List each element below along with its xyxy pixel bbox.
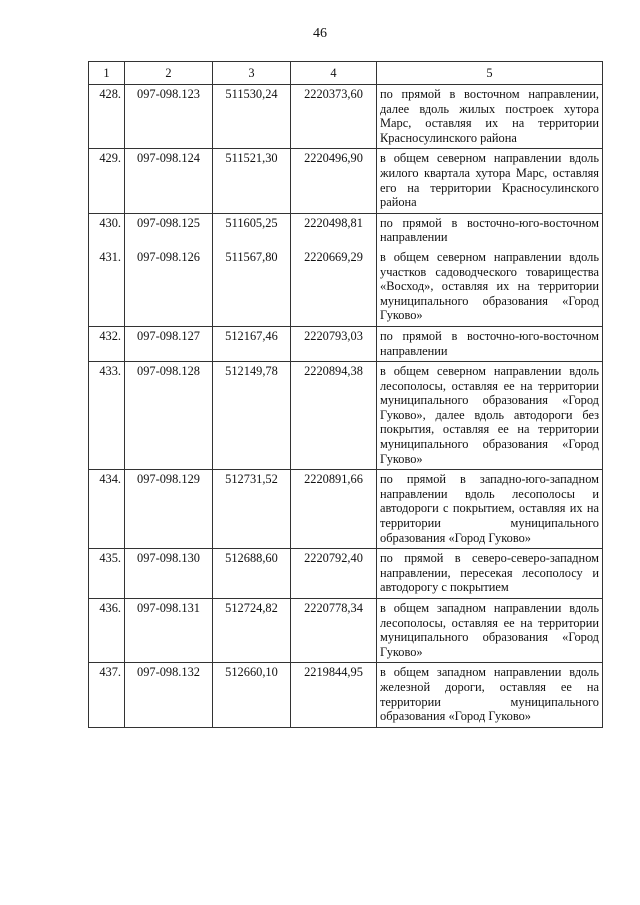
table-row — [89, 326, 603, 361]
page-number: 46 — [313, 26, 327, 41]
table-row — [89, 549, 603, 599]
point-code: 097-098.128 — [125, 362, 213, 470]
coordinate-x: 512660,10 — [213, 663, 291, 727]
coordinate-x: 511521,30 — [213, 149, 291, 213]
row-number: 436. — [89, 599, 125, 663]
table-row — [89, 85, 603, 149]
coordinate-y: 2220793,03 — [291, 326, 377, 361]
boundary-description: по прямой в западно-юго-западном направлении вдоль лесополосы и автодороги с покрытием, оставляя их на территории муниципального образования «Город Гуково» — [377, 470, 603, 549]
table-row — [89, 663, 603, 727]
coordinate-y: 2219844,95 — [291, 663, 377, 727]
row-number: 429. — [89, 149, 125, 213]
column-header: 3 — [213, 62, 291, 85]
point-code: 097-098.130 — [125, 549, 213, 599]
row-number: 430. — [89, 213, 125, 248]
row-number: 437. — [89, 663, 125, 727]
row-number: 431. — [89, 248, 125, 326]
table-row — [89, 362, 603, 470]
point-code: 097-098.126 — [125, 248, 213, 326]
column-header: 4 — [291, 62, 377, 85]
boundary-table — [88, 61, 603, 728]
row-number: 434. — [89, 470, 125, 549]
point-code: 097-098.125 — [125, 213, 213, 248]
coordinate-x: 512724,82 — [213, 599, 291, 663]
boundary-description: по прямой в восточном направлении, далее вдоль жилых построек хутора Марс, оставляя их на территории Красносулинского района — [377, 85, 603, 149]
coordinate-x: 511530,24 — [213, 85, 291, 149]
coordinate-x: 512731,52 — [213, 470, 291, 549]
table-row — [89, 599, 603, 663]
table-header-row — [89, 62, 603, 85]
point-code: 097-098.131 — [125, 599, 213, 663]
row-number: 435. — [89, 549, 125, 599]
coordinate-y: 2220496,90 — [291, 149, 377, 213]
row-number: 432. — [89, 326, 125, 361]
boundary-description: по прямой в северо-северо-западном направлении, пересекая лесополосу и автодорогу с покрытием — [377, 549, 603, 599]
coordinate-y: 2220894,38 — [291, 362, 377, 470]
row-number: 428. — [89, 85, 125, 149]
boundary-description: в общем северном направлении вдоль жилого квартала хутора Марс, оставляя его на территории Красносулинского района — [377, 149, 603, 213]
coordinate-x: 512688,60 — [213, 549, 291, 599]
coordinate-y: 2220669,29 — [291, 248, 377, 326]
coordinate-x: 511567,80 — [213, 248, 291, 326]
coordinate-y: 2220778,34 — [291, 599, 377, 663]
coordinate-x: 512167,46 — [213, 326, 291, 361]
column-header: 1 — [89, 62, 125, 85]
boundary-description: в общем западном направлении вдоль лесополосы, оставляя ее на территории муниципального образования «Город Гуково» — [377, 599, 603, 663]
point-code: 097-098.129 — [125, 470, 213, 549]
row-number: 433. — [89, 362, 125, 470]
table-row — [89, 470, 603, 549]
coordinate-y: 2220498,81 — [291, 213, 377, 248]
point-code: 097-098.123 — [125, 85, 213, 149]
point-code: 097-098.124 — [125, 149, 213, 213]
point-code: 097-098.127 — [125, 326, 213, 361]
column-header: 2 — [125, 62, 213, 85]
coordinate-y: 2220792,40 — [291, 549, 377, 599]
coordinate-x: 511605,25 — [213, 213, 291, 248]
table-row — [89, 248, 603, 326]
coordinate-x: 512149,78 — [213, 362, 291, 470]
boundary-description: по прямой в восточно-юго-восточном направлении — [377, 326, 603, 361]
table-row — [89, 149, 603, 213]
column-header: 5 — [377, 62, 603, 85]
coordinate-y: 2220891,66 — [291, 470, 377, 549]
coordinate-y: 2220373,60 — [291, 85, 377, 149]
table-row — [89, 213, 603, 248]
boundary-description: в общем северном направлении вдоль участков садоводческого товарищества «Восход», оставляя их на территории муниципального образования «Город Гуково» — [377, 248, 603, 326]
boundary-description: в общем северном направлении вдоль лесополосы, оставляя ее на территории муниципального образования «Город Гуково», далее вдоль автодороги без покрытия, оставляя ее на территории муниципального образования «Город Гуково» — [377, 362, 603, 470]
boundary-description: в общем западном направлении вдоль железной дороги, оставляя ее на территории муниципального образования «Город Гуково» — [377, 663, 603, 727]
boundary-description: по прямой в восточно-юго-восточном направлении — [377, 213, 603, 248]
point-code: 097-098.132 — [125, 663, 213, 727]
